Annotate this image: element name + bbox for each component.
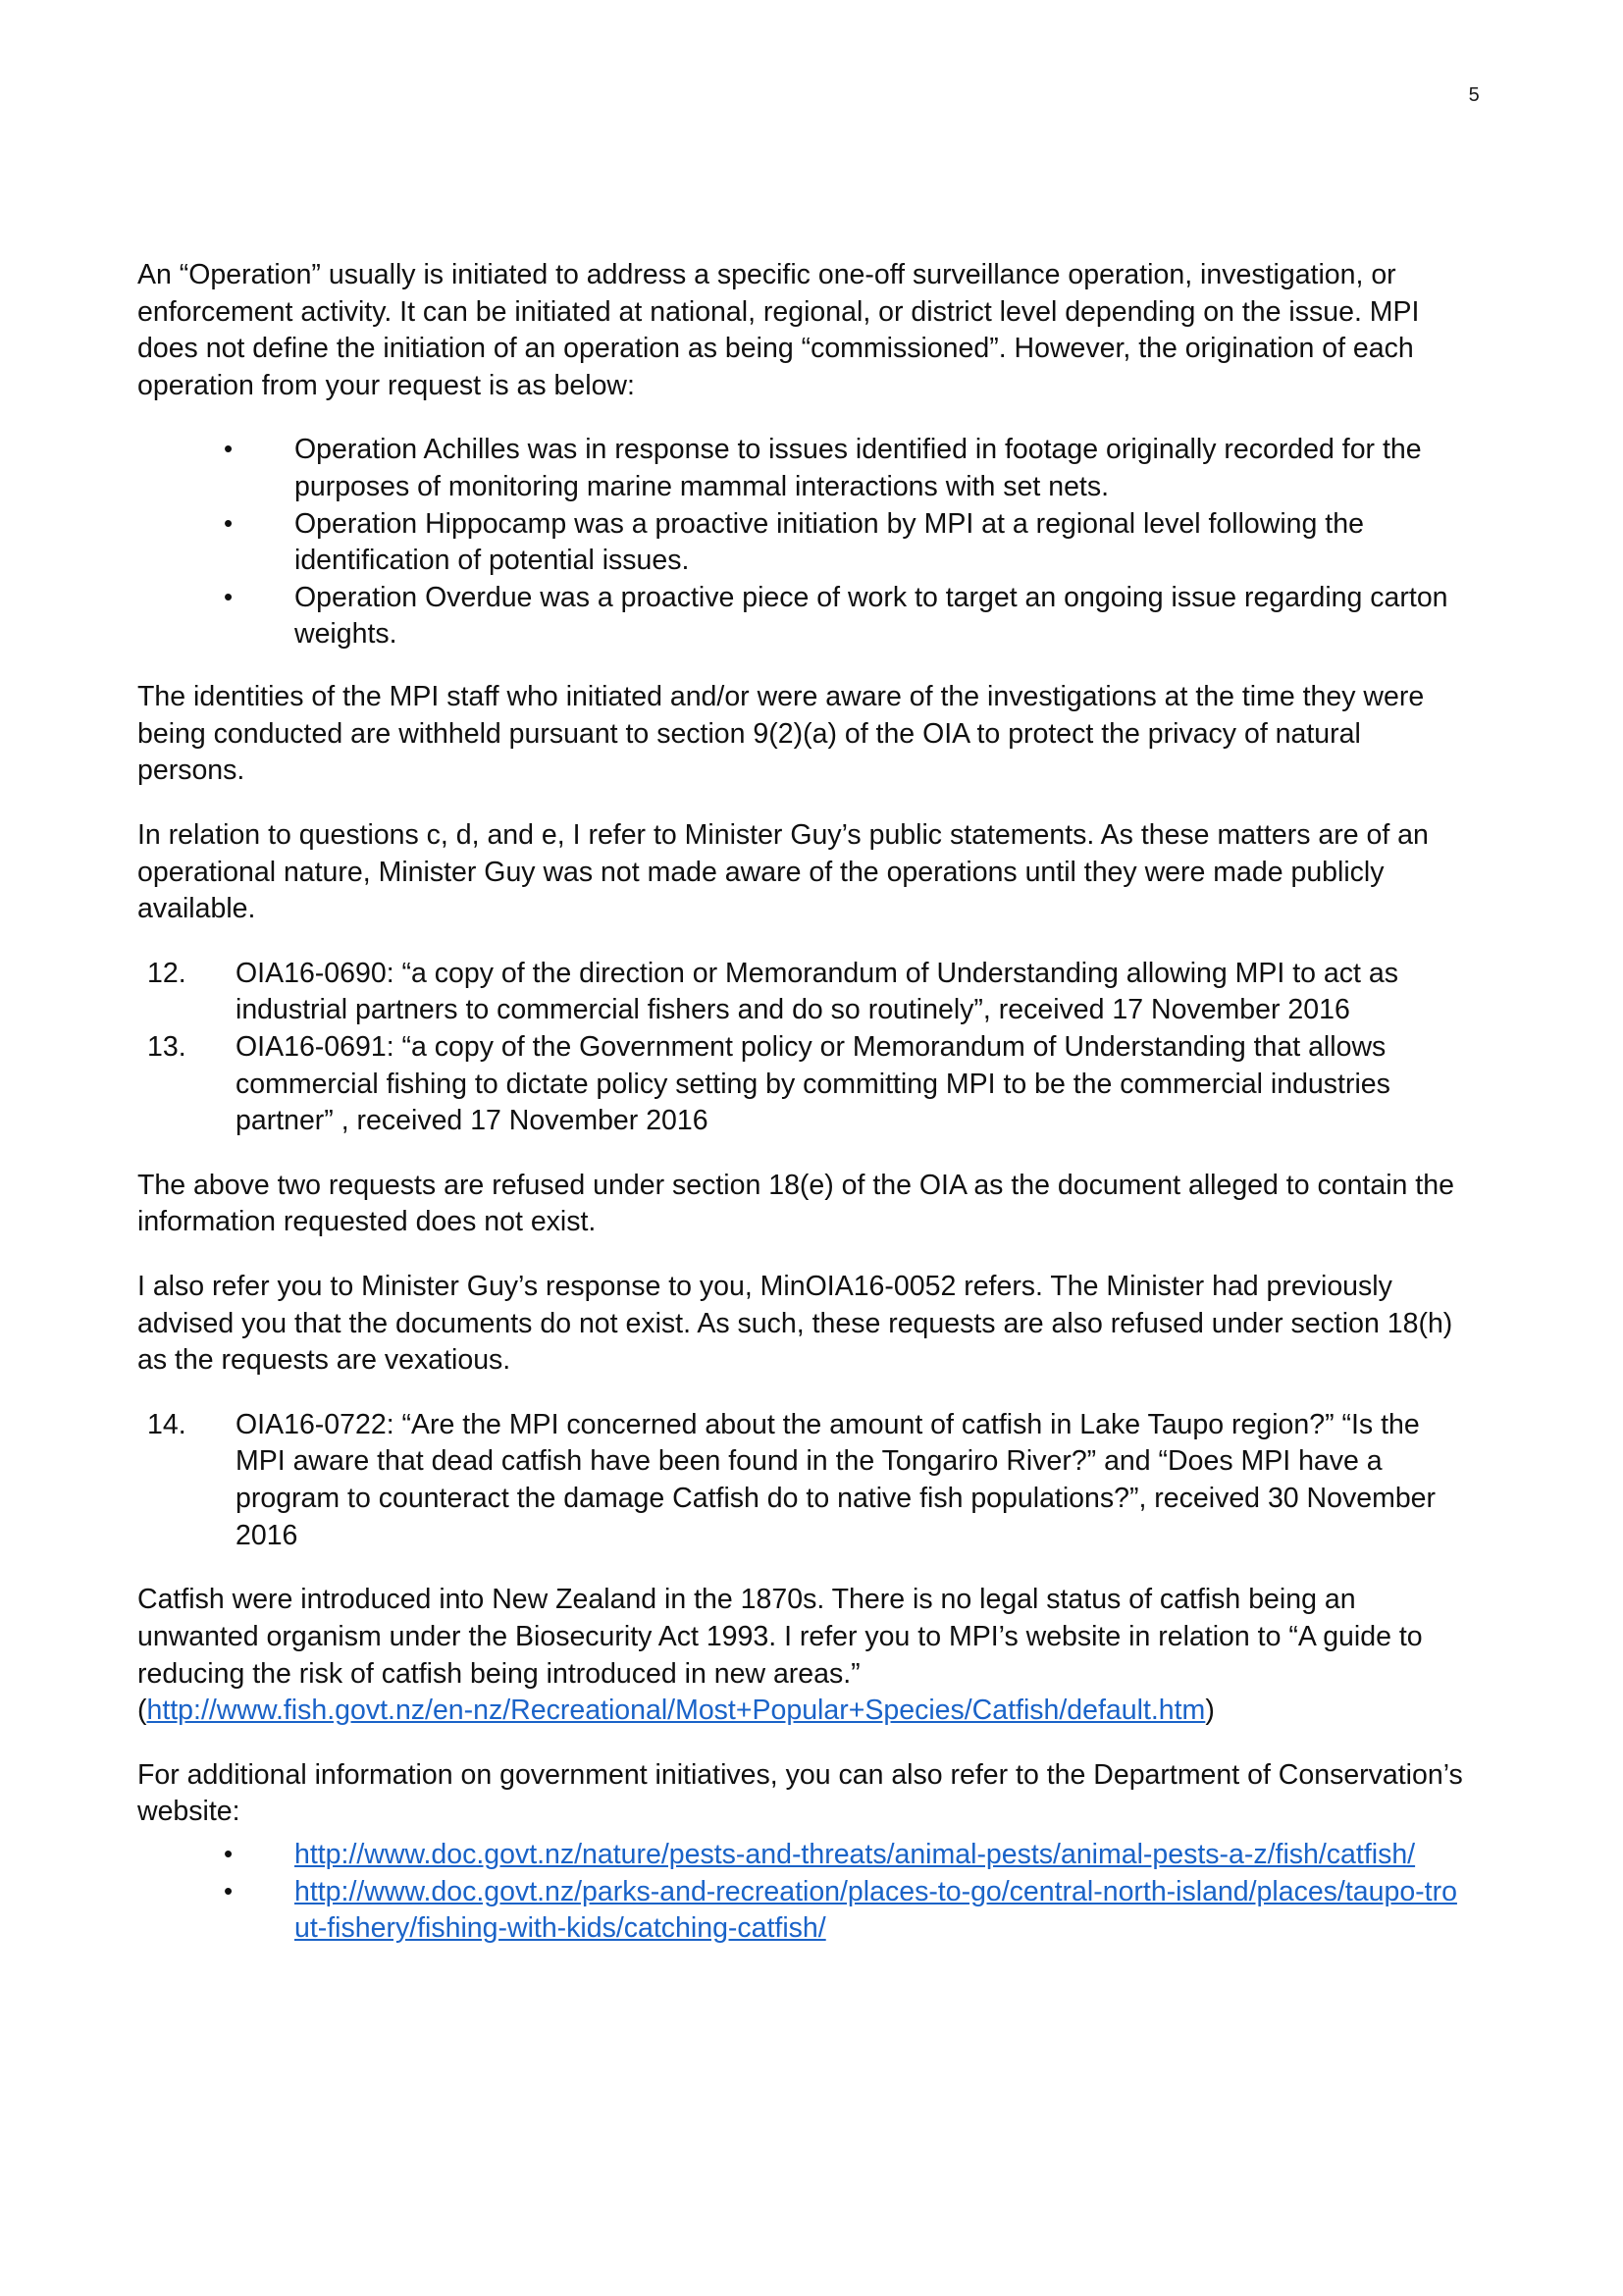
- doc-govt-nz-catching-catfish-link[interactable]: http://www.doc.govt.nz/parks-and-recreation/places-to-go/central-north-island/places/taupo-trout-fishery/fishing-with-kids/catching-catfish/: [294, 1875, 1457, 1945]
- list-item: [137, 432, 1472, 505]
- list-item-text: Operation Overdue was a proactive piece of work to target an ongoing issue regarding carton weights.: [294, 581, 1448, 651]
- numbered-list-requests: [137, 956, 1472, 1140]
- list-item: [137, 1407, 1472, 1554]
- bullet-icon: •: [224, 507, 234, 538]
- list-item-number: 12.: [147, 957, 186, 989]
- paragraph-refusal-18h: I also refer you to Minister Guy’s response to you, MinOIA16-0052 refers. The Minister had previously advised you that the documents do not exist. As such, these requests are also refused under section 18(h) as the requests are vexatious.: [137, 1271, 1453, 1377]
- list-item-text: Operation Hippocamp was a proactive initiation by MPI at a regional level following the identification of potential issues.: [294, 507, 1364, 577]
- page-number: 5: [1468, 84, 1480, 106]
- close-paren: ): [1205, 1695, 1215, 1727]
- fish-govt-nz-link[interactable]: http://www.fish.govt.nz/en-nz/Recreational/Most+Popular+Species/Catfish/default.htm: [146, 1695, 1206, 1727]
- bullet-icon: •: [224, 1838, 234, 1868]
- doc-govt-nz-catfish-link[interactable]: http://www.doc.govt.nz/nature/pests-and-threats/animal-pests/animal-pests-a-z/fish/catfish/: [294, 1838, 1416, 1870]
- paragraph-doc-website-intro: For additional information on government initiatives, you can also refer to the Department of Conservation’s website:: [137, 1758, 1463, 1828]
- list-item-text: Operation Achilles was in response to issues identified in footage originally recorded for the purposes of monitoring marine mammal interactions with set nets.: [294, 434, 1422, 503]
- paragraph-catfish-text: Catfish were introduced into New Zealand in the 1870s. There is no legal status of catfish being an unwanted organism under the Biosecurity Act 1993. I refer you to MPI’s website in relation to “A guide to reducing the risk of catfish being introduced in new areas.”: [137, 1584, 1423, 1690]
- open-paren: (: [137, 1695, 147, 1727]
- bullet-icon: •: [224, 581, 234, 611]
- reference-links-list: [137, 1837, 1472, 1948]
- paragraph-catfish-background: [137, 1582, 1472, 1729]
- operations-bullet-list: [137, 432, 1472, 653]
- paragraph-minister-statements: In relation to questions c, d, and e, I refer to Minister Guy’s public statements. As these matters are of an operational nature, Minister Guy was not made aware of the operations until they were made publicly available.: [137, 818, 1429, 925]
- paragraph-staff-identities: The identities of the MPI staff who initiated and/or were aware of the investigations at the time they were being conducted are withheld pursuant to section 9(2)(a) of the OIA to protect the privacy of natural persons.: [137, 681, 1425, 787]
- numbered-list-catfish-request: [137, 1407, 1472, 1554]
- paragraph-operations-intro: An “Operation” usually is initiated to address a specific one-off surveillance operation, investigation, or enforcement activity. It can be initiated at national, regional, or district level depending on the issue. MPI does not define the initiation of an operation as being “commissioned”. However, the origination of each operation from your request is as below:: [137, 259, 1420, 401]
- bullet-icon: •: [224, 434, 234, 464]
- list-item-text: OIA16-0691: “a copy of the Government policy or Memorandum of Understanding that allows commercial fishing to dictate policy setting by committing MPI to be the commercial industries partner” , received 17 November 2016: [236, 1030, 1390, 1137]
- list-item: [137, 506, 1472, 580]
- list-item: [137, 956, 1472, 1029]
- list-item-number: 14.: [147, 1408, 186, 1440]
- list-item: [137, 1874, 1472, 1948]
- list-item: [137, 580, 1472, 653]
- list-item-text: OIA16-0722: “Are the MPI concerned about the amount of catfish in Lake Taupo region?” “Is the MPI aware that dead catfish have been found in the Tongariro River?” and “Does MPI have a program to counteract the damage Catfish do to native fish populations?”, received 30 November 2016: [236, 1408, 1437, 1551]
- list-item: [137, 1837, 1472, 1874]
- paragraph-refusal-18e: The above two requests are refused under section 18(e) of the OIA as the document alleged to contain the information requested does not exist.: [137, 1169, 1454, 1238]
- bullet-icon: •: [224, 1875, 234, 1905]
- list-item-text: OIA16-0690: “a copy of the direction or Memorandum of Understanding allowing MPI to act as industrial partners to commercial fishers and do so routinely”, received 17 November 2016: [236, 957, 1398, 1026]
- document-body: [137, 257, 1472, 1948]
- list-item: [137, 1029, 1472, 1140]
- list-item-number: 13.: [147, 1030, 186, 1063]
